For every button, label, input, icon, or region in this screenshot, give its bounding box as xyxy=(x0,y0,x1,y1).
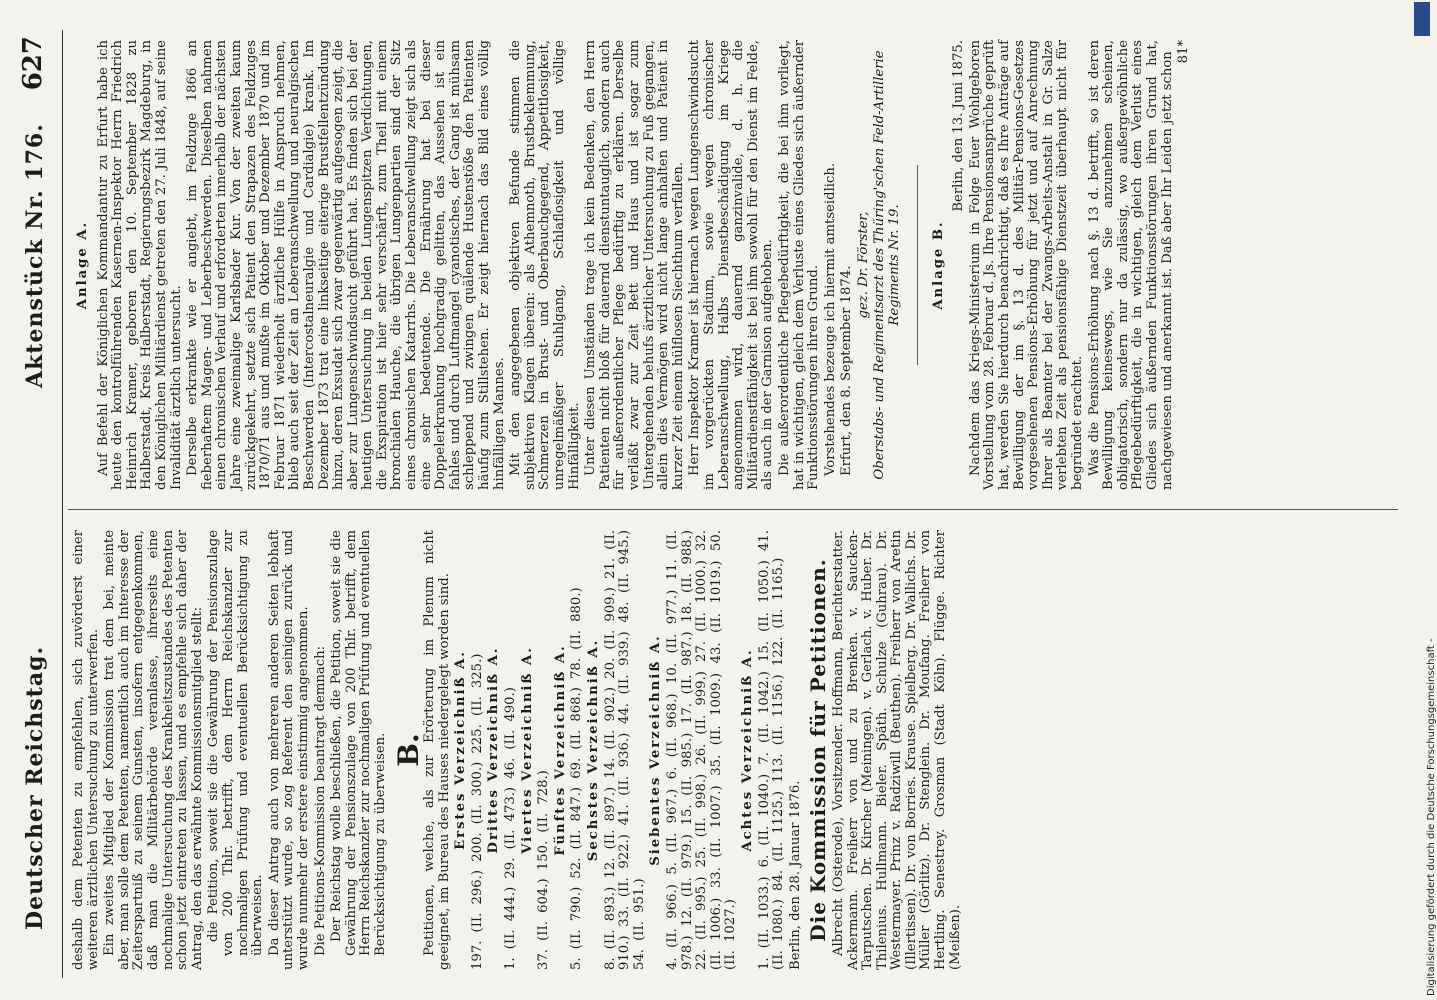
paragraph: Derselbe erkrankte wie er angiebt, im Feldzuge 1866 an fieberhaftem Magen- und Leberbeschwerden. Dieselben nahmen einen chronischen Verlauf und erforderten innerhalb der nächsten Jahre eine zweimalige Karlsbader Kur. Von der zweiten kaum zurückgekehrt, setzte sich Patient den Strapazen des Feldzuges 1870/71 aus und mußte im Oktober und Dezember 1870 und im Februar 1871 wiederholt ärztliche Hülfe in Anspruch nehmen, blieb auch seit der Zeit an Leberanschwellung und neuralgischen Beschwerden (Intercostalneuralgie und Cardialgie) krank. Im Dezember 1873 trat eine linkseitige eiterige Brustfellentzündung hinzu, deren Exsudat sich zwar gegenwärtig aufgesogen zeigt, die aber zur Lungenschwindsucht geführt hat. Es finden sich bei der heutigen Untersuchung in beiden Lungenspitzen Verdichtungen, die Exspiration ist hier sehr verschärft, zum Theil mit einem bronchialen Hauche, die übrigen Lungenpartien sind der Sitz eines chronischen Katarrhs. Die Leberanschwellung zeigt sich als eine sehr bedeutende. Die Ernährung hat bei dieser Doppelerkrankung hochgradig gelitten, das Aussehen ist ein fahles und durch Luftmangel cyanotisches, der Gang ist mühsam schleppend und zwingen quälende Hustenstöße den Patienten häufig zum Stillstehen. Er zeigt hiernach das Bild eines völlig hinfälligen Mannes. xyxy=(185,40,507,490)
list-numbers: 8. (II. 893.) 12. (II. 897.) 14. (II. 902.) 20. (II. 909.) 21. (II. 910.) 33. (II. 922.) 41. (II. 936.) 44. (II. 939.) 48. (II. 945.) 54. (II. 951.) xyxy=(602,530,647,970)
list-title: Viertes Verzeichniß A. xyxy=(519,646,535,854)
list-title: Erstes Verzeichniß A. xyxy=(453,650,469,850)
signature-mark: 81* xyxy=(1176,40,1192,64)
list-numbers: 4. (II. 966.) 5. (II. 967.) 6. (II. 968.) 10. (II. 977.) 11. (II. 978.) 12. (II. 979.) 15. (II. 985.) 17. (II. 987.) 18. (II. 988.) 22. (II. 995.) 25. (II. 998.) 26. (II. 999.) 27. (II. 1000.) 32. (II. 1006.) 33. (II. 1007.) 35. (II. 1009.) 43. (II. 1019.) 50. (II. 1027.) xyxy=(664,530,739,970)
page-number: 627 xyxy=(18,36,48,91)
paragraph: Nachdem das Kriegs-Ministerium in Folge Euer Wohlgeboren Vorstellung vom 28. Februar d. Js. Ihre Pensionsansprüche geprüft hat, werden Sie hierdurch benachrichtigt, daß es Ihre Anträge auf Bewilligung der im §. 13 d. des Militär-Pensions-Gesetzes vorgesehenen Pensions-Erhöhung für jetzt und auf Anrechnung Ihrer als Beamter bei der Zwangs-Arbeits-Anstalt in Gr. Salze verlebten Zeit als pensionsfähige Dienstzeit überhaupt nicht für begründet erachtet. xyxy=(967,40,1085,490)
section-b-intro: Petitionen, welche, als zur Erörterung im Plenum nicht geeignet, im Bureau des Hauses niedergelegt worden sind. xyxy=(422,530,452,970)
dfg-credit: Digitalisierung gefördert durch die Deutsche Forschungsgemeinschaft - xyxy=(1426,638,1437,996)
list-title: Siebentes Verzeichniß A. xyxy=(648,634,664,866)
anlage-a-heading: Anlage A. xyxy=(75,220,90,310)
right-column xyxy=(72,40,1392,490)
date-line: Berlin, den 28. Januar 1876. xyxy=(787,780,803,970)
commission-title: Die Kommission für Petitionen. xyxy=(806,558,831,942)
list-numbers: 37. (II. 604.) 150. (II. 728.) xyxy=(536,770,552,970)
left-column xyxy=(72,530,1392,970)
signature: gez. Dr. Förster, xyxy=(855,211,871,319)
signature-title: Oberstabs- und Regimentsarzt des Thüring'schen Feld-Artillerie Regiments Nr. 19. xyxy=(872,50,903,480)
anlage-b-heading: Anlage B. xyxy=(930,220,946,310)
paragraph: Was die Pensions-Erhöhung nach §. 13 d. betrifft, so ist deren Bewilligung keineswegs, wie Sie anzunehmen scheinen, obligatorisch, sondern nur da zulässig, wo außergewöhnliche Pflegebedürftigkeit, die in wichtigen, gleich dem Verlust eines Gliedes sich äußernden Funktionsstörungen ihren Grund hat, nachgewiesen und anerkannt ist. Daß aber Ihr Leiden jetzt schon xyxy=(1086,40,1175,490)
header-left: Deutscher Reichstag. xyxy=(22,645,48,930)
dfg-logo xyxy=(1414,2,1430,36)
header-center: Aktenstück Nr. 176. xyxy=(22,123,48,388)
list-numbers: 1. (II. 444.) 29. (II. 473.) 46. (II. 490.) xyxy=(503,687,519,970)
motion-paragraph: die Petition, soweit sie die Gewährung der Pensionszulage von 200 Thlr. betrifft, dem Herrn Reichskanzler zur nochmaligen Prüfung und eventuellen Berücksichtigung zu überweisen. xyxy=(206,530,266,956)
paragraph: Ein zweites Mitglied der Kommission trat dem bei, meinte aber, man solle dem Petenten, namentlich auch im Interesse der Zeiterspartniß zu seinem Gunsten, insofern entgegenkommen, daß man die Militärbehörde veranlasse, ihrerseits eine nochmalige Untersuchung des Krankheitszustandes des Petenten schon jetzt eintreten zu lassen, und es empfehle sich daher der Antrag, den das erwähnte Kommissionsmitglied stellt: xyxy=(102,530,205,970)
paragraph: deshalb dem Petenten zu empfehlen, sich zuvörderst einer weiteren ärztlichen Untersuchung zu unterwerfen. xyxy=(71,530,101,970)
page-header xyxy=(4,30,63,978)
paragraph: Auf Befehl der Königlichen Kommandantur zu Erfurt habe ich heute den kontrolführenden Kasernen-Inspektor Herrn Friedrich Heinrich Kramer, geboren den 10. September 1828 zu Halberstadt, Kreis Halberstadt, Regierungsbezirk Magdeburg, in den Königlichen Militärdienst getreten den 27. Juli 1848, auf seine Invalidität ärztlich untersucht. xyxy=(95,40,184,490)
paragraph: Vorstehendes bezeuge ich hiermit amtseidlich. xyxy=(822,162,838,476)
dfg-sidebar xyxy=(1410,0,1437,1000)
commission-members: Albrecht (Osterode), Vorsitzender. Hoffmann, Berichterstatter. Ackermann. Freiherr von und zu Brenken. v. Saucken-Tarputschen. Dr. Kircher (Meiningen). v. Gerlach. v. Huber. Dr. Thilenius. Hullmann. Bieler. Späth. Schulze (Guhrau). Dr. Westermayer. Prinz v. Radziwill (Beuthen). Freiherr von Aretin (Illertissen). Dr. von Borries. Krause. Spielberg. Dr. Wallichs. Dr. Müller (Görlitz). Dr. Stenglein. Dr. Moufang. Freiherr von Hertling. Senestrey. Grosman (Stadt Köln). Flügge. Richter (Meißen). xyxy=(830,530,963,970)
column-divider xyxy=(68,509,1398,510)
paragraph: Die Petitions-Kommission beantragt demnach: xyxy=(312,645,328,956)
place-date: Berlin, den 13. Juni 1875. xyxy=(951,40,967,212)
section-b-heading: B. xyxy=(392,733,426,767)
paragraph: Unter diesen Umständen trage ich kein Bedenken, den Herrn Patienten nicht bloß für dauernd dienstuntauglich, sondern auch für außerordentlicher Pflege bedürftig zu erklären. Derselbe verläßt zwar zur Zeit Bett und Haus und ist sogar zum Untergehenden behufs ärztlicher Untersuchung zu Fuß gegangen, allein dies Vermögen wird nicht lange anhalten und Patient in kurzer Zeit einem hülflosen Siechthum verfallen. xyxy=(583,40,686,490)
list-numbers: 5. (II. 790.) 52. (II. 847.) 69. (II. 868.) 78. (II. 880.) xyxy=(569,587,585,970)
list-title: Sechstes Verzeichniß A. xyxy=(586,638,601,862)
list-numbers: 1. (II. 1033.) 6. (II. 1040.) 7. (II. 1042.) 15. (II. 1050.) 41. (II. 1080.) 84. (II. 1125.) 113. (II. 1156.) 122. (II. 1165.) xyxy=(756,530,787,970)
place-date: Erfurt, den 8. September 1874. xyxy=(839,265,855,476)
list-title: Achtes Verzeichniß A. xyxy=(739,648,755,852)
paragraph: Herr Inspektor Kramer ist hiernach wegen Lungenschwindsucht im vorgerückten Stadium, sowie wegen chronischer Leberanschwellung, Halbs Dienstbeschädigung im Kriege angenommen wird, dauernd ganzinvalide, d. h. die Militärdienstfähigkeit ist bei ihm sowohl für den Dienst im Felde, als auch in der Garnison aufgehoben. xyxy=(687,40,776,490)
list-title: Drittes Verzeichniß A. xyxy=(486,646,502,854)
paragraph: Mit den angegebenen objektiven Befunde stimmen die subjektiven Klagen überein: als Athemnoth, Brustbeklemmung, Schmerzen in Brust- und Oberbauchgegend, Appetitlosigkeit, unregelmäßiger Stuhlgang, Schlaflosigkeit und völlige Hinfälligkeit. xyxy=(508,40,582,490)
paragraph: Da dieser Antrag auch von mehreren anderen Seiten lebhaft unterstützt wurde, so zog Referent den seinigen zurück und wurde nunmehr der erstere einstimmig angenommen. xyxy=(266,530,311,970)
paragraph: Die außerordentliche Pflegebedürftigkeit, die bei ihm vorliegt, hat in wichtigen, gleich dem Verluste eines Gliedes sich äußernder Funktionsstörungen ihren Grund. xyxy=(776,40,822,490)
separator-rule xyxy=(917,165,918,365)
list-title: Fünftes Verzeichniß A. xyxy=(552,644,568,856)
list-numbers: 197. (II. 296.) 200. (II. 300.) 225. (II. 325.) xyxy=(469,653,485,970)
motion-paragraph: Der Reichstag wolle beschließen, die Petition, soweit sie die Gewährung der Pensionszulage von 200 Thlr. betrifft, dem Herrn Reichskanzler zur nochmaligen Prüfung und eventuellen Berücksichtigung zu überweisen. xyxy=(329,530,388,956)
